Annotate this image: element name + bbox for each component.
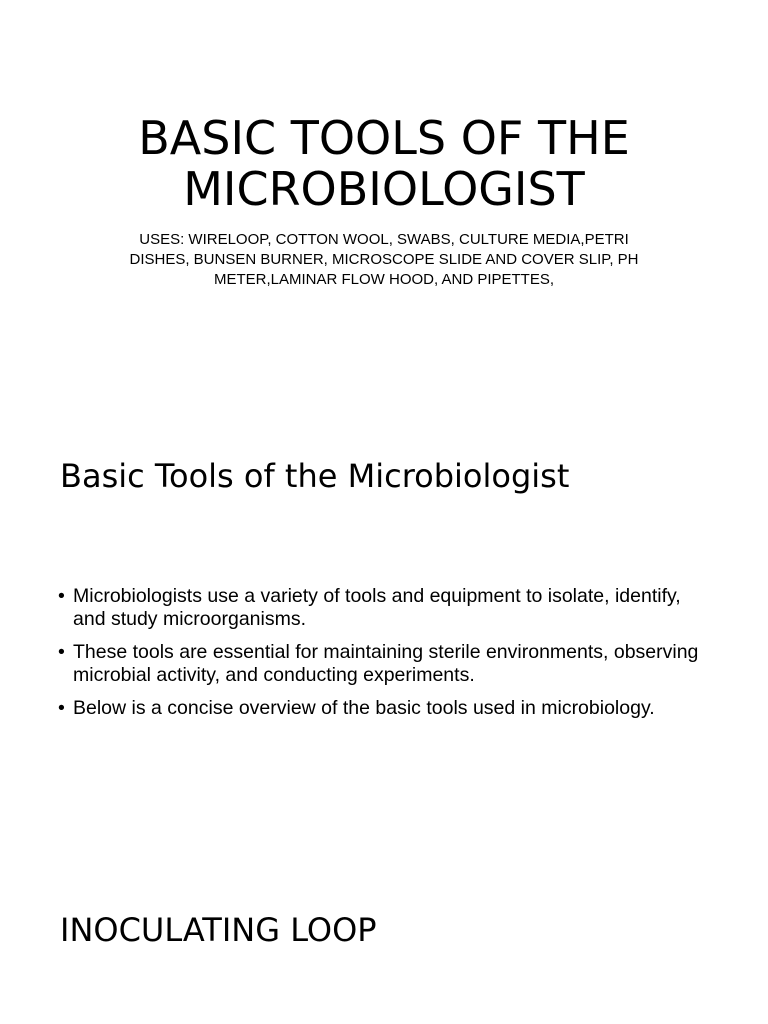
bullet-icon: •: [58, 585, 65, 607]
bullet-icon: •: [58, 697, 65, 719]
overview-slide: [0, 384, 768, 768]
overview-heading: Basic Tools of the Microbiologist: [60, 457, 570, 495]
bullet-icon: •: [58, 641, 65, 663]
bullet-text: These tools are essential for maintaining sterile environments, observing microbial activity, and conducting experiments.: [73, 641, 699, 686]
list-item: [58, 641, 718, 687]
bullet-text: Below is a concise overview of the basic tools used in microbiology.: [73, 697, 655, 719]
title-slide: [0, 0, 768, 384]
list-item: [58, 697, 718, 720]
list-item: [58, 585, 718, 631]
bullet-text: Microbiologists use a variety of tools and equipment to isolate, identify, and study microorganisms.: [73, 585, 681, 630]
inoculating-loop-slide: [0, 768, 768, 1024]
inoculating-loop-heading: INOCULATING LOOP: [60, 911, 377, 949]
overview-bullet-list: [58, 585, 718, 730]
presentation-subtitle: USES: WIRELOOP, COTTON WOOL, SWABS, CULTURE MEDIA,PETRI DISHES, BUNSEN BURNER, MICROSCOPE SLIDE AND COVER SLIP, PH METER,LAMINAR FLOW HOOD, AND PIPETTES,: [129, 231, 639, 288]
presentation-title: BASIC TOOLS OF THE MICROBIOLOGIST: [138, 111, 630, 216]
